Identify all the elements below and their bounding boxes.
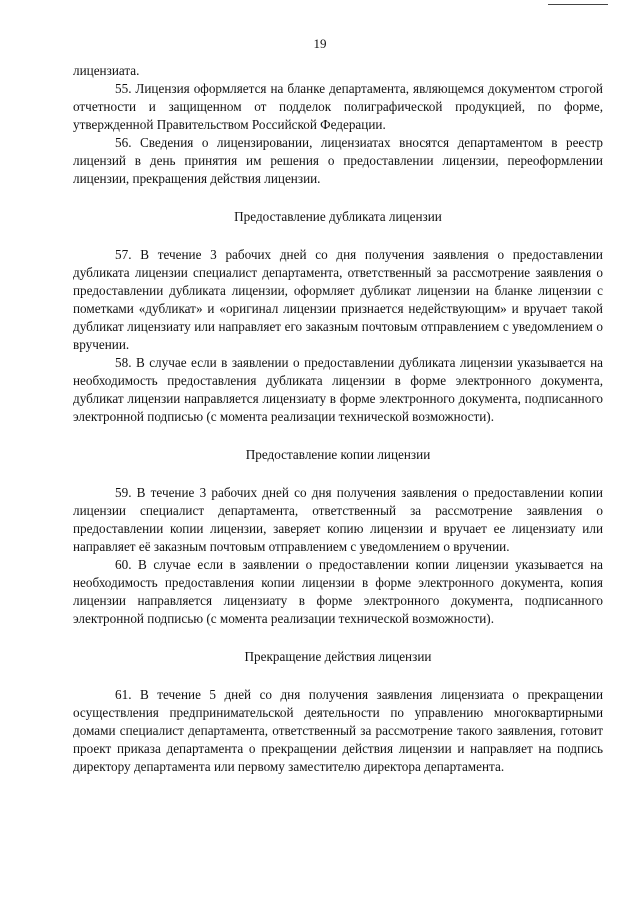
corner-scan-line [548, 4, 608, 5]
paragraph-55: 55. Лицензия оформляется на бланке департамента, являющемся документом строгой отчетности и защищенном от подделок полиграфической продукцией, по форме, утвержденной Правительством Российской Федерации. [73, 81, 603, 132]
paragraph-59: 59. В течение 3 рабочих дней со дня получения заявления о предоставлении копии лицензии специалист департамента, ответственный за рассмотрение заявления о предоставлении копии лицензии, заверяет копию лицензии и вручает ее лицензиату или направляет её заказным почтовым отправлением с уведомлением о вручении. [73, 485, 603, 554]
paragraph-56: 56. Сведения о лицензировании, лицензиатах вносятся департаментом в реестр лицензий в день принятия им решения о предоставлении лицензии, переоформлении лицензии, прекращения действия лицензии. [73, 135, 603, 186]
document-body [73, 62, 603, 776]
section-heading-copy: Предоставление копии лицензии [245, 447, 431, 462]
paragraph-60: 60. В случае если в заявлении о предоставлении копии лицензии указывается на необходимость предоставления копии лицензии в форме электронного документа, копия лицензии направляется лицензиату в форме электронного документа, подписанного электронной подписью (с момента реализации технической возможности). [73, 557, 603, 626]
page-number: 19 [313, 36, 327, 51]
paragraph-58: 58. В случае если в заявлении о предоставлении дубликата лицензии указывается на необходимость предоставления дубликата лицензии в форме электронного документа, дубликат лицензии направляется лицензиату в форме электронного документа, подписанного электронной подписью (с момента реализации технической возможности). [73, 355, 603, 424]
section-heading-termination: Прекращение действия лицензии [244, 649, 432, 664]
paragraph-continuation: лицензиата. [73, 63, 140, 78]
section-heading-duplicate: Предоставление дубликата лицензии [234, 209, 442, 224]
paragraph-57: 57. В течение 3 рабочих дней со дня получения заявления о предоставлении дубликата лицензии специалист департамента, ответственный за рассмотрение заявления о предоставлении дубликата лицензии, оформляет дубликат лицензии на бланке лицензии с пометками «дубликат» и «оригинал лицензии признается недействующим» и вручает такой дубликат лицензиату или направляет его заказным почтовым отправлением с уведомлением о вручении. [73, 247, 603, 352]
paragraph-61: 61. В течение 5 дней со дня получения заявления лицензиата о прекращении осуществления предпринимательской деятельности по управлению многоквартирными домами специалист департамента, ответственный за рассмотрение такого заявления, готовит проект приказа департамента о прекращении действия лицензии и направляет на подпись директору департамента или первому заместителю директора департамента. [73, 687, 603, 774]
